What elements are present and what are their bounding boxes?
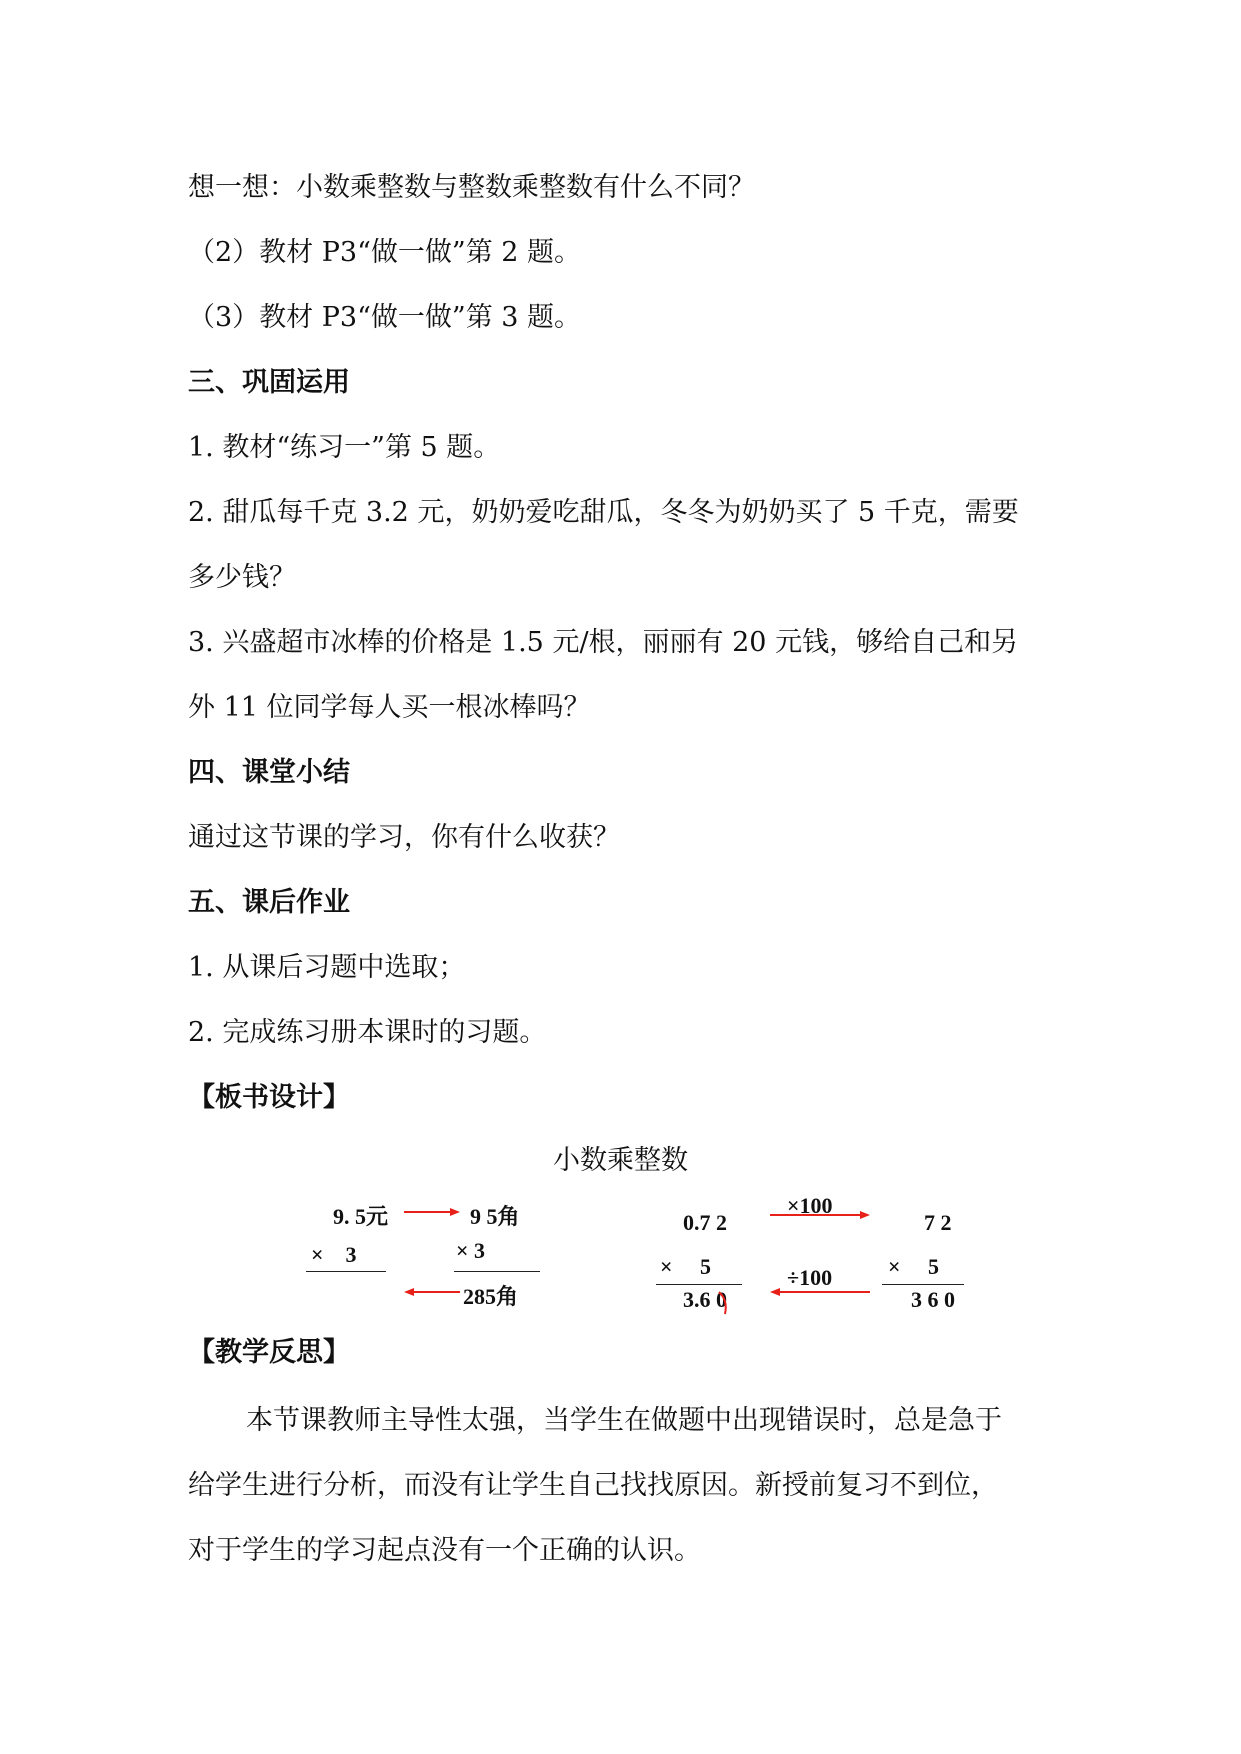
operation-multiply-100: ×100: [787, 1193, 833, 1218]
calc-left-mul-a: × 3: [311, 1242, 357, 1267]
calc-right-mul-b: × 5: [888, 1254, 940, 1279]
reflection-heading: 【教学反思】: [188, 1337, 350, 1368]
item-3: （3）教材 P3“做一做”第 3 题。: [188, 302, 582, 333]
reflection-line-3: 对于学生的学习起点没有一个正确的认识。: [188, 1535, 701, 1566]
operation-divide-100: ÷100: [787, 1265, 833, 1290]
exercise-2-line2: 多少钱？: [188, 562, 296, 593]
calc-left-rule-a: [306, 1271, 386, 1272]
calc-right-top-b: 7 2: [924, 1210, 952, 1235]
reflection-line-2: 给学生进行分析，而没有让学生自己找找原因。新授前复习不到位，: [188, 1470, 998, 1501]
section-3-heading: 三、巩固运用: [188, 367, 350, 398]
arrow-right-icon: [402, 1205, 462, 1219]
strike-mark-icon: [716, 1288, 732, 1318]
exercise-1: 1. 教材“练习一”第 5 题。: [188, 432, 501, 463]
section-4-heading: 四、课堂小结: [188, 757, 350, 788]
arrow-left-icon: [402, 1285, 462, 1299]
homework-2: 2. 完成练习册本课时的习题。: [188, 1017, 547, 1048]
calc-right-mul-a: × 5: [660, 1254, 712, 1279]
calc-left-result-b: 285角: [463, 1284, 519, 1309]
arrow-left-icon: [768, 1285, 872, 1299]
calc-right-result-a: 3.6 0: [683, 1287, 727, 1312]
calc-right-result-b: 3 6 0: [911, 1287, 955, 1312]
exercise-3-line1: 3. 兴盛超市冰棒的价格是 1.5 元/根，丽丽有 20 元钱，够给自己和另: [188, 627, 1019, 658]
calc-left-top-b: 9 5角: [470, 1204, 520, 1229]
calc-right-rule-b: [882, 1284, 964, 1285]
reflection-line-1: 本节课教师主导性太强，当学生在做题中出现错误时，总是急于: [246, 1405, 1002, 1436]
exercise-3-line2: 外 11 位同学每人买一根冰棒吗？: [188, 692, 591, 723]
board-design-heading: 【板书设计】: [188, 1082, 350, 1113]
calc-right-top-a: 0.7 2: [683, 1210, 727, 1235]
reflection-paragraph: [188, 1388, 1054, 1583]
section-5-heading: 五、课后作业: [188, 887, 350, 918]
homework-1: 1. 从课后习题中选取；: [188, 952, 466, 983]
calc-right-rule-a: [656, 1284, 742, 1285]
calc-left-rule-b: [454, 1271, 540, 1272]
board-title: 小数乘整数: [553, 1145, 688, 1176]
item-2: （2）教材 P3“做一做”第 2 题。: [188, 237, 582, 268]
arrow-right-icon: [768, 1208, 872, 1222]
think-question: 想一想：小数乘整数与整数乘整数有什么不同？: [188, 172, 755, 203]
calc-left-top-a: 9. 5元: [333, 1204, 389, 1229]
calc-left-mul-b: × 3: [456, 1238, 486, 1263]
exercise-2-line1: 2. 甜瓜每千克 3.2 元，奶奶爱吃甜瓜，冬冬为奶奶买了 5 千克，需要: [188, 497, 1019, 528]
summary-question: 通过这节课的学习，你有什么收获？: [188, 822, 620, 853]
